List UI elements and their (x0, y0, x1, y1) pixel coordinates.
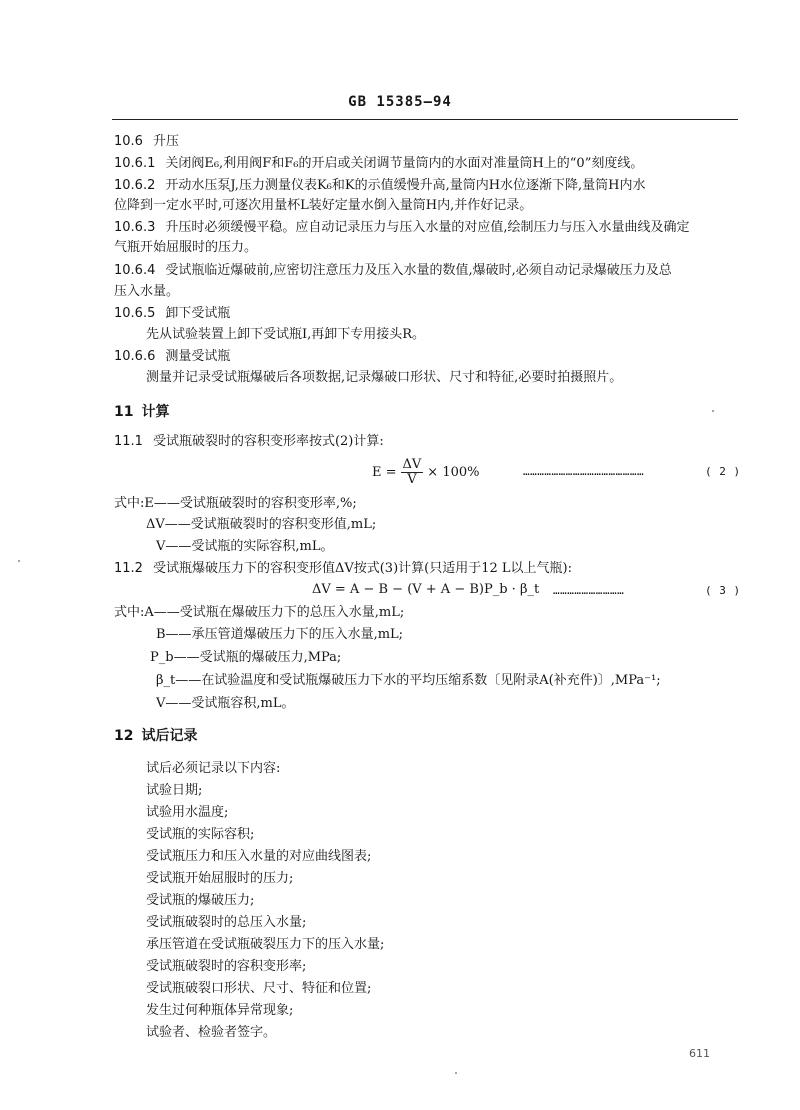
clause-10-6-1 (114, 156, 643, 172)
section-number: 11 (114, 404, 134, 420)
record-item: 受试瓶破裂口形状、尺寸、特征和位置; (146, 981, 372, 996)
clause-text: 升压时必须缓慢平稳。应自动记录压力与压入水量的对应值,绘制压力与压入水量曲线及确定 (165, 220, 690, 235)
equation-leader-dots: …………………………………………… (523, 465, 645, 478)
clause-10-6-2-line-2: 位降到一定水平时,可逐次用量杯L装好定量水倒入量筒H内,并作好记录。 (114, 198, 533, 213)
scan-speck (455, 1072, 457, 1074)
where-symbol: β_t—— (156, 673, 202, 688)
document-header: GB 15385—94 (348, 94, 452, 110)
fraction-denominator: V (407, 472, 417, 487)
record-item: 受试瓶破裂时的容积变形率; (146, 959, 307, 974)
clause-number: 11.1 (114, 434, 143, 449)
clause-number: 10.6.2 (114, 178, 156, 193)
clause-10-6-2-line-1 (114, 178, 646, 194)
section-title: 升压 (152, 134, 179, 149)
clause-10-6-3-line-2: 气瓶开始屈服时的压力。 (114, 240, 258, 255)
record-item: 受试瓶开始屈服时的压力; (146, 871, 294, 886)
equation-number: ( 2 ) (705, 465, 741, 478)
record-item: 承压管道在受试瓶破裂压力下的压入水量; (146, 937, 385, 952)
where-item (156, 539, 333, 555)
fraction-numerator: ΔV (402, 457, 422, 472)
where-item (114, 605, 404, 621)
where-symbol: V—— (156, 539, 192, 554)
clause-text: 开动水压泵J,压力测量仪表K₆和K的示值缓慢升高,量筒内H水位逐渐下降,量筒H内水 (165, 178, 646, 193)
where-item (114, 496, 357, 512)
section-12-heading (114, 728, 197, 744)
clause-10-6-6-text: 测量并记录受试瓶爆破后各项数据,记录爆破口形状、尺寸和特征,必要时拍摄照片。 (146, 370, 623, 385)
record-item: 受试瓶的实际容积; (146, 827, 255, 842)
where-desc: 在试验温度和受试瓶爆破压力下水的平均压缩系数〔见附录A(补充件)〕,MPa⁻¹; (201, 673, 661, 688)
where-desc: 受试瓶的爆破压力,MPa; (199, 650, 342, 665)
record-item: 受试瓶的爆破压力; (146, 893, 255, 908)
clause-number: 10.6.5 (114, 306, 156, 321)
clause-10-6-4-line-2: 压入水量。 (114, 284, 180, 299)
clause-10-6-4-line-1 (114, 263, 672, 279)
where-symbol: P_b—— (150, 650, 200, 665)
formula-rhs: × 100% (427, 465, 480, 480)
clause-10-6-5-text: 先从试验装置上卸下受试瓶I,再卸下专用接头R。 (146, 327, 426, 342)
header-rule (112, 119, 738, 120)
section-11-heading (114, 404, 169, 420)
record-item: 受试瓶破裂时的总压入水量; (146, 915, 307, 930)
record-intro: 试后必须记录以下内容: (146, 761, 281, 776)
section-title: 试后记录 (141, 728, 198, 744)
scan-speck (712, 410, 714, 412)
where-desc: 受试瓶破裂时的容积变形率,%; (179, 496, 357, 511)
where-item (156, 696, 294, 712)
where-item (156, 627, 403, 643)
clause-number: 10.6.3 (114, 220, 156, 235)
where-symbol: 式中:A—— (114, 605, 180, 620)
where-symbol: V—— (156, 696, 192, 711)
clause-number: 10.6.1 (114, 156, 156, 171)
record-item: 试验日期; (146, 783, 203, 798)
clause-text: 受试瓶临近爆破前,应密切注意压力及压入水量的数值,爆破时,必须自动记录爆破压力及总 (165, 263, 672, 278)
equation-number: ( 3 ) (705, 584, 741, 597)
where-item (156, 673, 661, 689)
clause-text: 受试瓶破裂时的容积变形率按式(2)计算: (152, 434, 384, 449)
clause-10-6-5-heading (114, 306, 230, 322)
where-desc: 受试瓶的实际容积,mL。 (191, 539, 334, 554)
record-item: 受试瓶压力和压入水量的对应曲线图表; (146, 849, 372, 864)
where-item (146, 517, 376, 533)
clause-number: 10.6.4 (114, 263, 156, 278)
clause-number: 11.2 (114, 561, 143, 576)
where-symbol: 式中:E—— (114, 496, 180, 511)
clause-11-2 (114, 561, 572, 577)
clause-title: 卸下受试瓶 (165, 306, 231, 321)
clause-title: 测量受试瓶 (165, 349, 231, 364)
where-symbol: B—— (156, 627, 192, 642)
section-number: 12 (114, 728, 134, 744)
record-item: 试验用水温度; (146, 805, 229, 820)
clause-text: 关闭阀E₆,利用阀F和F₆的开启或关闭调节量筒内的水面对准量筒H上的“0”刻度线。 (165, 156, 644, 171)
equation-leader-dots: ………………………… (553, 584, 625, 597)
section-number: 10.6 (114, 134, 143, 149)
where-symbol: ΔV—— (146, 517, 191, 532)
record-item: 发生过何种瓶体异常现象; (146, 1003, 294, 1018)
clause-10-6-3-line-1 (114, 220, 690, 236)
where-desc: 受试瓶破裂时的容积变形值,mL; (190, 517, 377, 532)
where-item (150, 650, 341, 666)
clause-11-1 (114, 434, 384, 450)
where-desc: 受试瓶在爆破压力下的总压入水量,mL; (179, 605, 405, 620)
section-title: 计算 (141, 404, 170, 420)
record-item: 试验者、检验者签字。 (146, 1025, 277, 1040)
clause-text: 受试瓶爆破压力下的容积变形值ΔV按式(3)计算(只适用于12 L以上气瓶): (152, 561, 572, 576)
formula-lhs: E = (372, 465, 397, 480)
page-number: 611 (689, 1047, 710, 1060)
where-desc: 承压管道爆破压力下的压入水量,mL; (191, 627, 404, 642)
clause-number: 10.6.6 (114, 349, 156, 364)
where-desc: 受试瓶容积,mL。 (191, 696, 295, 711)
formula-2 (372, 458, 480, 487)
formula-3: ΔV = A − B − (V + A − B)P_b · β_t (312, 582, 540, 597)
scan-speck (18, 560, 20, 562)
section-10-6-heading (114, 134, 179, 150)
clause-10-6-6-heading (114, 349, 230, 365)
formula-fraction (401, 458, 424, 487)
